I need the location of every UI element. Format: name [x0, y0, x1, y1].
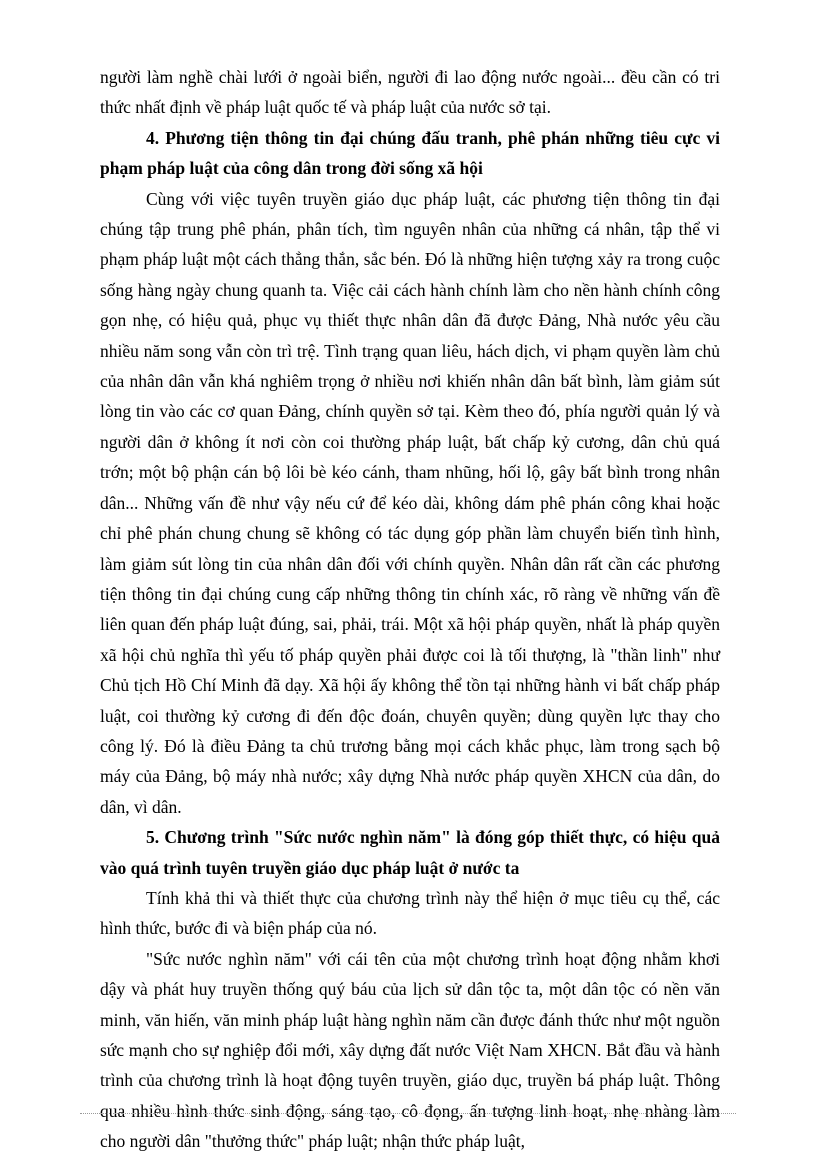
paragraph-body: "Sức nước nghìn năm" với cái tên của một chương trình hoạt động nhằm khơi dậy và phát huy truyền thống quý báu của lịch sử dân tộc ta, một dân tộc có nền văn minh, văn hiến, văn minh pháp luật hàng nghìn năm cần được đánh thức như một nguồn sức mạnh cho sự nghiệp đổi mới, xây dựng đất nước Việt Nam XHCN. Bắt đầu và hành trình của chương trình là hoạt động tuyên truyền, giáo dục, truyền bá pháp luật. Thông qua nhiều hình thức sinh động, sáng tạo, cô đọng, ấn tượng linh hoạt, nhẹ nhàng làm cho người dân "thưởng thức" pháp luật; nhận thức pháp luật, [100, 948, 720, 1152]
page-bottom-divider [80, 1113, 736, 1114]
paragraph-body: Cùng với việc tuyên truyền giáo dục pháp luật, các phương tiện thông tin đại chúng tập trung phê phán, phân tích, tìm nguyên nhân của những cá nhân, tập thể vi phạm pháp luật một cách thẳng thắn, sắc bén. Đó là những hiện tượng xảy ra trong cuộc sống hàng ngày chung quanh ta. Việc cải cách hành chính làm cho nền hành chính công gọn nhẹ, có hiệu quả, phục vụ thiết thực nhân dân đã được Đảng, Nhà nước yêu cầu nhiều năm song vẫn còn trì trệ. Tình trạng quan liêu, hách dịch, vi phạm quyền làm chủ của nhân dân vẫn khá nghiêm trọng ở nhiều nơi khiến nhân dân bất bình, làm giảm sút lòng tin vào các cơ quan Đảng, chính quyền sở tại. Kèm theo đó, phía người quản lý và người dân ở không ít nơi còn coi thường pháp luật, bất chấp kỷ cương, dân chủ quá trớn; một bộ phận cán bộ lôi bè kéo cánh, tham nhũng, hối lộ, gây bất bình trong nhân dân... Những vấn đề như vậy nếu cứ để kéo dài, không dám phê phán công khai hoặc chỉ phê phán chung chung sẽ không có tác dụng góp phần làm chuyển biến tình hình, làm giảm sút lòng tin của nhân dân đối với chính quyền. Nhân dân rất cần các phương tiện thông tin đại chúng cung cấp những thông tin chính xác, rõ ràng về những vấn đề liên quan đến pháp luật đúng, sai, phải, trái. Một xã hội pháp quyền, nhất là pháp quyền xã hội chủ nghĩa thì yếu tố pháp quyền phải được coi là tối thượng, là "thần linh" như Chủ tịch Hồ Chí Minh đã dạy. Xã hội ấy không thể tồn tại những hành vi bất chấp pháp luật, coi thường kỷ cương đi đến độc đoán, chuyên quyền; dùng quyền lực thay cho công lý. Đó là điều Đảng ta chủ trương bằng mọi cách khắc phục, làm trong sạch bộ máy của Đảng, bộ máy nhà nước; xây dựng Nhà nước pháp quyền XHCN của dân, do dân, vì dân. [100, 188, 720, 817]
section-heading-5: 5. Chương trình "Sức nước nghìn năm" là đóng góp thiết thực, có hiệu quả vào quá trình tuyên truyền giáo dục pháp luật ở nước ta [100, 827, 720, 878]
paragraph-body: Tính khả thi và thiết thực của chương trình này thể hiện ở mục tiêu cụ thể, các hình thức, bước đi và biện pháp của nó. [100, 887, 720, 939]
paragraph-continuation: người làm nghề chài lưới ở ngoài biển, người đi lao động nước ngoài... đều cần có tri thức nhất định về pháp luật quốc tế và pháp luật của nước sở tại. [100, 67, 720, 118]
document-page [100, 62, 720, 1157]
section-heading-4: 4. Phương tiện thông tin đại chúng đấu tranh, phê phán những tiêu cực vi phạm pháp luật của công dân trong đời sống xã hội [100, 127, 720, 179]
